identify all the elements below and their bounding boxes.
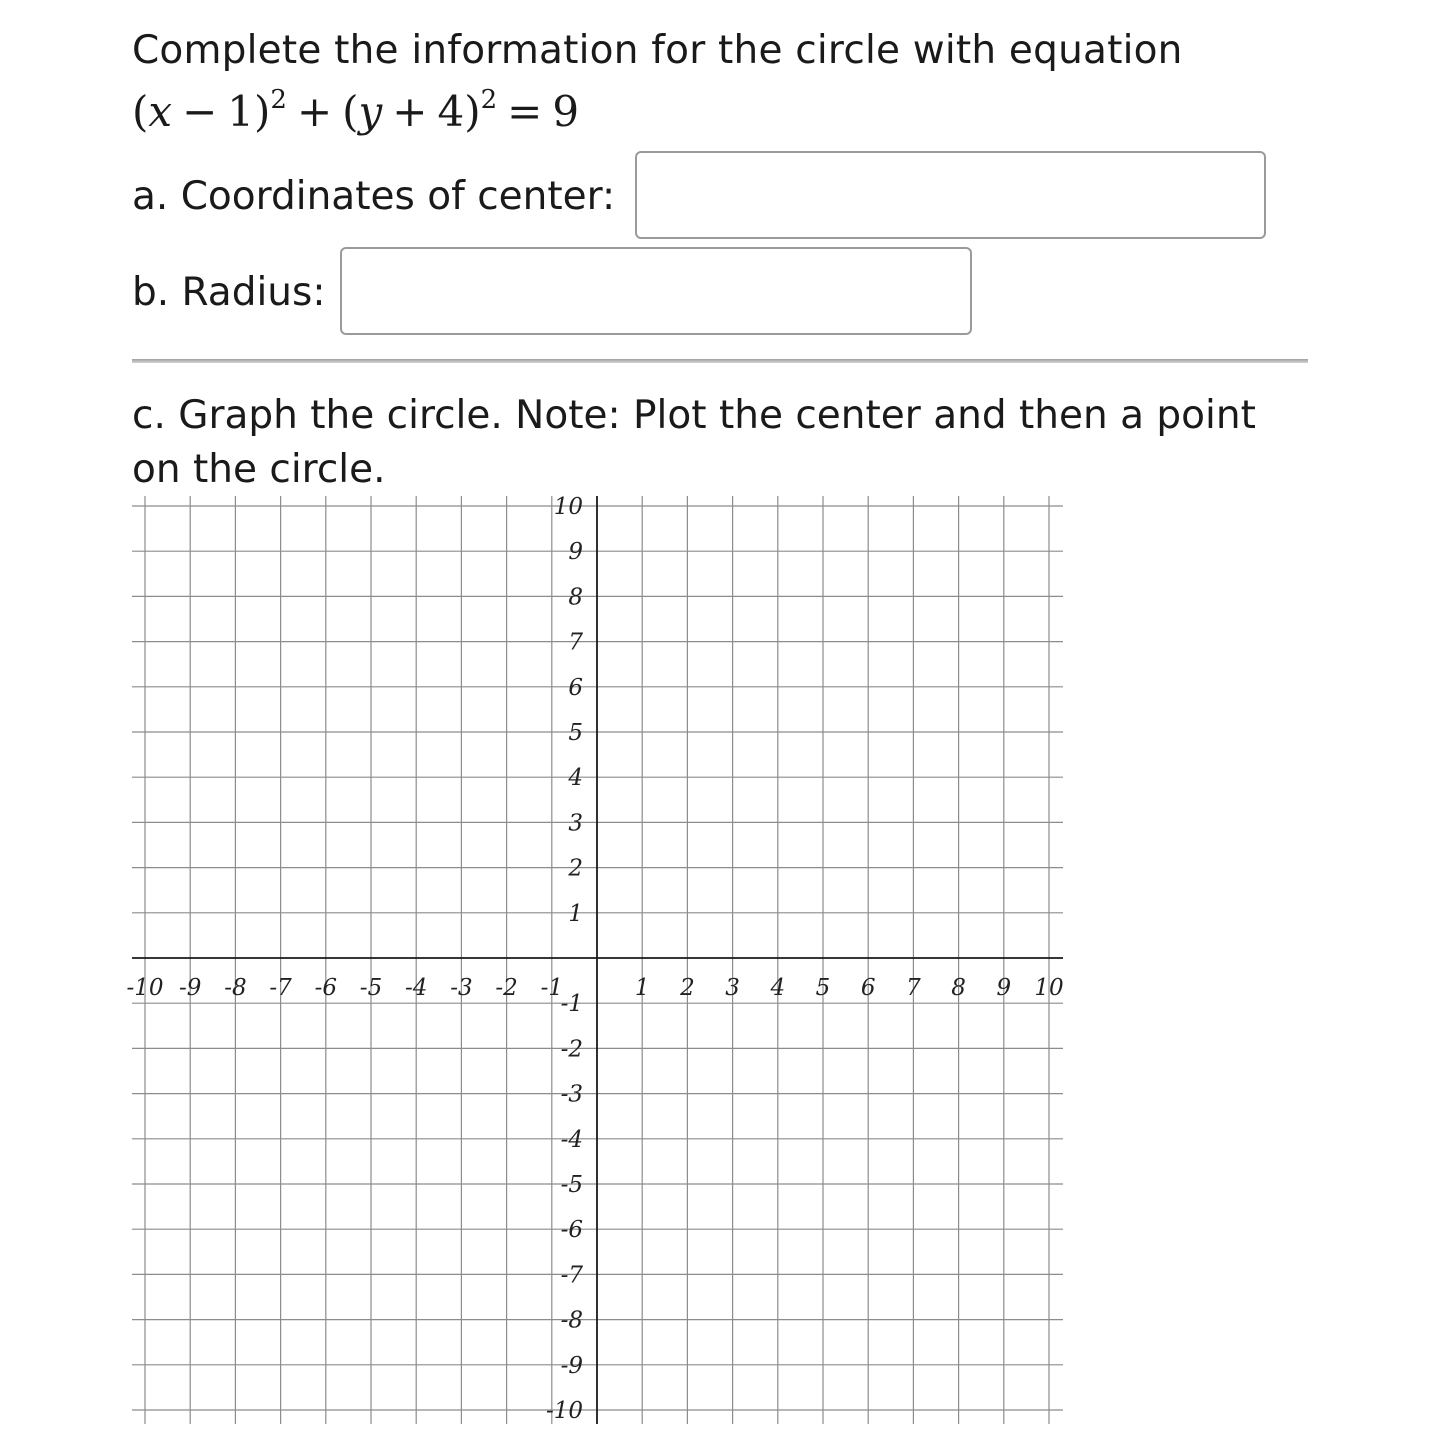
eq-number: 1 xyxy=(227,87,255,136)
y-tick-label: 2 xyxy=(568,855,583,882)
y-tick-label: -8 xyxy=(560,1307,583,1334)
x-tick-label: -5 xyxy=(359,975,383,1001)
eq-paren: ) xyxy=(254,87,271,136)
eq-variable-y: y xyxy=(358,87,383,136)
eq-rhs: 9 xyxy=(552,87,580,136)
x-tick-label: 5 xyxy=(815,975,831,1001)
axes xyxy=(132,496,1063,1424)
x-tick-label: -1 xyxy=(540,975,564,1001)
eq-paren: ) xyxy=(464,87,481,136)
center-label: a. Coordinates of center: xyxy=(132,174,616,219)
graph-prompt: c. Graph the circle. Note: Plot the center and then a point on the circle. xyxy=(132,393,1256,492)
tick-labels xyxy=(126,494,1063,1424)
y-tick-label: 3 xyxy=(568,810,583,837)
x-tick-label: 10 xyxy=(1034,975,1064,1001)
eq-variable-x: x xyxy=(148,87,173,136)
y-tick-label: -1 xyxy=(560,991,583,1018)
x-tick-label: 3 xyxy=(725,975,740,1001)
x-tick-label: -9 xyxy=(178,975,202,1001)
x-tick-label: -2 xyxy=(495,975,518,1001)
x-tick-label: 8 xyxy=(951,975,966,1001)
y-tick-label: 8 xyxy=(568,584,583,611)
x-tick-label: -7 xyxy=(269,975,292,1001)
y-tick-label: 1 xyxy=(568,900,583,927)
x-tick-label: -4 xyxy=(404,975,428,1001)
y-tick-label: 7 xyxy=(568,629,583,656)
y-tick-label: 5 xyxy=(568,720,583,746)
y-tick-label: 4 xyxy=(568,765,583,792)
x-tick-label: 9 xyxy=(996,975,1012,1001)
eq-equals: = xyxy=(507,87,543,136)
x-tick-label: 1 xyxy=(634,975,650,1001)
eq-number: 4 xyxy=(437,87,465,136)
y-tick-label: -6 xyxy=(560,1217,583,1244)
x-tick-label: 6 xyxy=(860,975,876,1001)
x-tick-label: 7 xyxy=(906,975,921,1001)
x-tick-label: 4 xyxy=(770,975,786,1001)
y-tick-label: 6 xyxy=(568,674,583,701)
y-tick-label: -10 xyxy=(545,1398,583,1424)
question-intro: Complete the information for the circle with equation xyxy=(132,28,1183,73)
y-tick-label: -9 xyxy=(560,1352,583,1379)
radius-label: b. Radius: xyxy=(132,270,326,315)
eq-plus: + xyxy=(392,87,428,136)
eq-exponent: 2 xyxy=(270,85,287,115)
eq-plus: + xyxy=(296,87,333,136)
x-tick-label: -6 xyxy=(314,975,338,1001)
y-tick-label: 10 xyxy=(553,494,583,520)
eq-paren: ( xyxy=(342,87,359,136)
y-tick-label: -4 xyxy=(560,1126,583,1153)
eq-paren: ( xyxy=(132,87,149,136)
y-tick-label: -7 xyxy=(560,1262,583,1289)
eq-exponent: 2 xyxy=(480,85,498,115)
y-tick-label: -5 xyxy=(560,1172,583,1198)
x-tick-label: -10 xyxy=(126,975,164,1001)
x-tick-label: -8 xyxy=(224,975,247,1001)
y-tick-label: -3 xyxy=(560,1081,583,1108)
y-tick-label: -2 xyxy=(560,1036,583,1063)
x-tick-label: 2 xyxy=(680,975,695,1001)
y-tick-label: 9 xyxy=(568,539,583,566)
x-tick-label: -3 xyxy=(450,975,473,1001)
eq-minus: − xyxy=(182,87,218,136)
